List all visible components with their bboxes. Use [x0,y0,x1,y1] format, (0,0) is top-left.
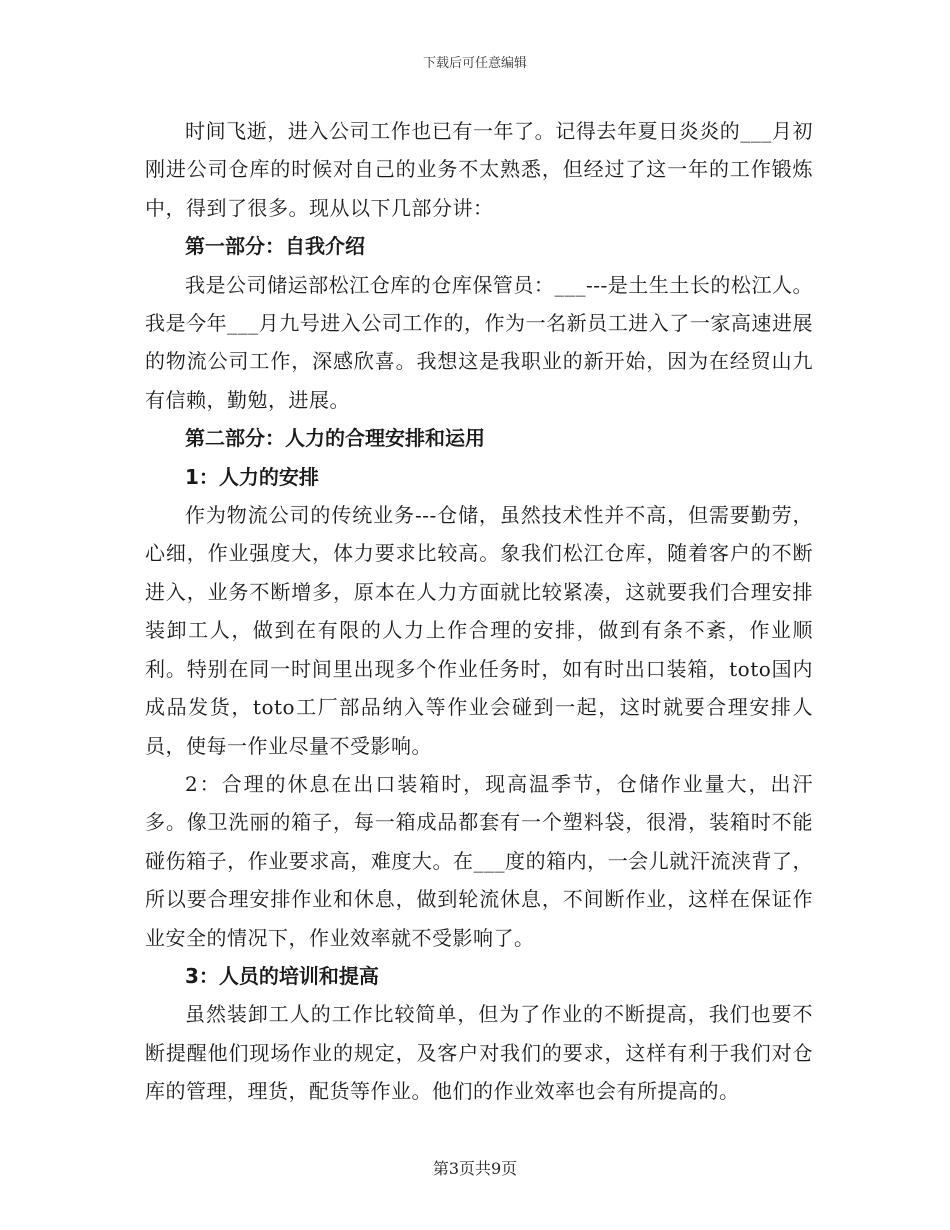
paragraph-rest: 2：合理的休息在出口装箱时，现高温季节，仓储作业量大，出汗多。像卫洗丽的箱子，每一箱成品都套有一个塑料袋，很滑，装箱时不能碰伤箱子，作业要求高，难度大。在___度的箱内，一会儿就汗流浃背了，所以要合理安排作业和休息，做到轮流休息，不间断作业，这样在保证作业安全的情况下，作业效率就不受影响了。 [145,771,813,950]
section-heading-part-1: 第一部分：自我介绍 [185,234,365,259]
page-header: 下载后可任意编辑 [422,56,527,71]
paragraph-self-intro: 我是公司储运部松江仓库的仓库保管员：___---是土生土长的松江人。我是今年___月九号进入公司工作的，作为一名新员工进入了一家高速进展的物流公司工作，深感欣喜。我想这是我职业的新开始，因为在经贸山九有信赖，勤勉，进展。 [145,272,813,412]
paragraph-training: 虽然装卸工人的工作比较简单，但为了作业的不断提高，我们也要不断提醒他们现场作业的规定，及客户对我们的要求，这样有利于我们对仓库的管理，理货，配货等作业。他们的作业效率也会有所提高的。 [145,1002,813,1104]
paragraph-intro: 时间飞逝，进入公司工作也已有一年了。记得去年夏日炎炎的___月初刚进公司仓库的时候对自己的业务不太熟悉，但经过了这一年的工作锻炼中，得到了很多。现从以下几部分讲： [145,119,813,220]
section-heading-part-2: 第二部分：人力的合理安排和运用 [185,426,485,451]
paragraph-manpower: 作为物流公司的传统业务---仓储，虽然技术性并不高，但需要勤劳，心细，作业强度大，体力要求比较高。象我们松江仓库，随着客户的不断进入，业务不断增多，原本在人力方面就比较紧凑，这就要我们合理安排装卸工人，做到在有限的人力上作合理的安排，做到有条不紊，作业顺利。特别在同一时间里出现多个作业任务时，如有时出口装箱，toto国内成品发货，toto工厂部品纳入等作业会碰到一起，这时就要合理安排人员，使每一作业尽量不受影响。 [145,503,813,758]
document-body [145,112,813,1111]
subheading-1: 1：人力的安排 [185,464,319,489]
subheading-3: 3：人员的培训和提高 [185,963,379,988]
page-number-footer: 第3页共9页 [432,1159,518,1178]
